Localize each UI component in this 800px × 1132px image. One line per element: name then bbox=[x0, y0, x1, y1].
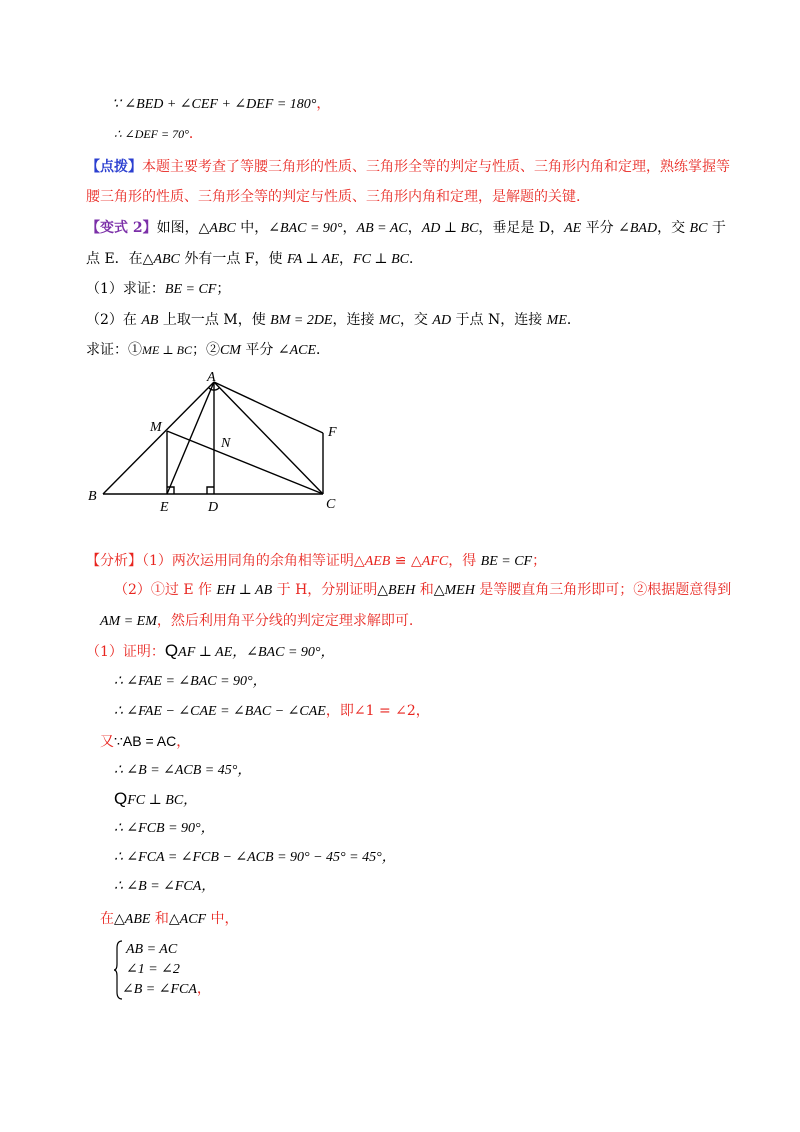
text: ， bbox=[342, 220, 357, 236]
math: ∴ ∠FAE − ∠CAE = ∠BAC − ∠CAE bbox=[114, 704, 326, 719]
equation-line-2 bbox=[114, 124, 203, 144]
dianbo-text: 本题主要考查了等腰三角形的性质、三角形全等的判定与性质、三角形内角和定理，熟练掌握等 bbox=[142, 159, 730, 175]
label-n: N bbox=[221, 436, 231, 451]
math: ∠BAC = 90° bbox=[268, 221, 343, 236]
proof-line-4 bbox=[100, 731, 190, 752]
segment-af bbox=[214, 382, 323, 433]
math: AB = AC bbox=[126, 942, 178, 957]
text: 点 E．在 bbox=[86, 251, 143, 267]
problem-line-1 bbox=[86, 218, 726, 239]
punctuation: ， bbox=[316, 96, 331, 112]
dianbo-tag: 【点拨】 bbox=[86, 159, 142, 175]
text: （1）求证： bbox=[86, 281, 165, 297]
geometry-figure bbox=[80, 365, 360, 520]
label-m: M bbox=[150, 420, 162, 435]
text: 于 bbox=[707, 220, 726, 236]
math: BC bbox=[689, 221, 708, 236]
label-e: E bbox=[160, 500, 169, 515]
math: △MEH bbox=[433, 583, 475, 598]
right-angle-mark-d bbox=[207, 487, 214, 494]
equation-line-1 bbox=[112, 94, 330, 115]
math: ∴ ∠FCB = 90°， bbox=[114, 821, 215, 836]
text: ； bbox=[216, 281, 231, 297]
label-a: A bbox=[207, 370, 216, 385]
text: 于点 N，连接 bbox=[451, 312, 547, 328]
dianbo-line-2 bbox=[86, 187, 580, 207]
proof-line-9 bbox=[114, 876, 215, 897]
segment-ac bbox=[214, 382, 323, 494]
math: AM = EM bbox=[100, 614, 157, 629]
label-f: F bbox=[328, 425, 337, 440]
because-symbol: Q bbox=[164, 641, 179, 660]
text: ． bbox=[408, 251, 423, 267]
math: AE bbox=[564, 221, 582, 236]
analysis-tag: 【分析】 bbox=[86, 553, 142, 569]
text: 和 bbox=[150, 911, 169, 927]
text: ， bbox=[407, 220, 422, 236]
proof-line-3 bbox=[114, 701, 430, 722]
math: AF ⊥ AE，∠BAC = 90°， bbox=[178, 645, 335, 660]
math: ∴ ∠FCA = ∠FCB − ∠ACB = 90° − 45° = 45°， bbox=[114, 850, 396, 865]
question-2-claims bbox=[86, 340, 330, 361]
text: ，然后利用角平分线的判定定理求解即可. bbox=[156, 613, 414, 629]
problem-line-2 bbox=[86, 249, 423, 270]
text: ≌ bbox=[390, 553, 411, 569]
math: △AFC bbox=[410, 554, 449, 569]
label-d: D bbox=[208, 500, 219, 515]
because-symbol: Q bbox=[114, 789, 128, 808]
text: 求证：① bbox=[86, 342, 142, 358]
analysis-line-2 bbox=[114, 580, 731, 601]
equation: ∴ ∠DEF = 70° bbox=[114, 127, 189, 141]
proof-line-1 bbox=[86, 641, 335, 663]
math: ME ⊥ BC bbox=[142, 343, 192, 357]
math: ∴ ∠B = ∠FCA， bbox=[114, 879, 216, 894]
dianbo-text: 腰三角形的性质、三角形全等的判定与性质、三角形内角和定理，是解题的关键. bbox=[86, 189, 581, 205]
math: ∠1 = ∠2 bbox=[126, 962, 180, 977]
segment-ab bbox=[103, 382, 214, 494]
proof-line-7 bbox=[114, 818, 215, 839]
text: ，垂足是 D， bbox=[478, 220, 565, 236]
math: FA ⊥ AE bbox=[286, 252, 340, 267]
text: ，交 bbox=[399, 312, 433, 328]
math: ∠BAD bbox=[618, 221, 658, 236]
segment-mc bbox=[167, 431, 323, 494]
text: 上取一点 M，使 bbox=[158, 312, 271, 328]
text: ， bbox=[339, 251, 354, 267]
math: ∴ ∠B = ∠ACB = 45°， bbox=[114, 763, 252, 778]
text: ，连接 bbox=[332, 312, 379, 328]
math: △ABC bbox=[198, 221, 236, 236]
analysis-line-3 bbox=[100, 611, 413, 632]
text: 中， bbox=[206, 911, 239, 927]
text: ；② bbox=[191, 342, 220, 358]
question-2 bbox=[86, 310, 581, 331]
proof-line-2 bbox=[114, 671, 267, 692]
math: CM bbox=[219, 343, 241, 358]
math: BE = CF bbox=[480, 554, 533, 569]
problem-tag: 【变式 2】 bbox=[86, 220, 157, 236]
text: （1）两次运用同角的余角相等证明 bbox=[142, 553, 354, 569]
text: ，即∠1 = ∠2， bbox=[325, 703, 430, 719]
proof-line-8 bbox=[114, 847, 396, 868]
math: ME bbox=[546, 313, 567, 328]
dianbo-line-1 bbox=[86, 157, 730, 177]
math: AB = AC bbox=[356, 221, 408, 236]
text: （2）①过 E 作 bbox=[114, 582, 217, 598]
text: ，得 bbox=[448, 553, 481, 569]
math: FC ⊥ BC bbox=[353, 252, 409, 267]
text: ． bbox=[316, 342, 331, 358]
math: MC bbox=[378, 313, 400, 328]
text: ； bbox=[532, 553, 547, 569]
equation-system bbox=[114, 940, 314, 1000]
label-b: B bbox=[88, 489, 97, 504]
proof-line-6 bbox=[114, 789, 197, 811]
text: 在 bbox=[100, 911, 114, 927]
text: ． bbox=[566, 312, 581, 328]
label-c: C bbox=[326, 497, 336, 512]
math: ∠ACE bbox=[277, 343, 317, 358]
math: ∵AB = AC bbox=[114, 733, 177, 749]
math: △ACF bbox=[168, 912, 207, 927]
math: AB bbox=[141, 313, 159, 328]
math: △AEB bbox=[353, 554, 391, 569]
math: △ABC bbox=[142, 252, 180, 267]
math: △BEH bbox=[377, 583, 416, 598]
punctuation: ． bbox=[188, 126, 203, 142]
equation: ∵ ∠BED + ∠CEF + ∠DEF = 180° bbox=[112, 97, 317, 112]
math: AD bbox=[432, 313, 452, 328]
math: △ABE bbox=[114, 912, 151, 927]
text: ，交 bbox=[657, 220, 690, 236]
text: 平分 bbox=[240, 342, 278, 358]
text: 是等腰直角三角形即可；②根据题意得到 bbox=[474, 582, 732, 598]
text: 如图， bbox=[156, 220, 199, 236]
math: EH ⊥ AB bbox=[216, 583, 273, 598]
math: ∴ ∠FAE = ∠BAC = 90°， bbox=[114, 674, 267, 689]
proof-line-10 bbox=[100, 909, 239, 930]
question-1 bbox=[86, 279, 230, 300]
math: ∠B = ∠FCA bbox=[122, 982, 197, 997]
math: BE = CF bbox=[164, 282, 217, 297]
math: BM = 2DE bbox=[270, 313, 333, 328]
text: 外有一点 F，使 bbox=[179, 251, 287, 267]
proof-line-5 bbox=[114, 760, 251, 781]
math: AD ⊥ BC bbox=[421, 221, 479, 236]
text: （1）证明： bbox=[86, 644, 165, 660]
analysis-line-1 bbox=[86, 551, 546, 572]
text: ， bbox=[176, 734, 191, 750]
text: 和 bbox=[415, 582, 434, 598]
text: （2）在 bbox=[86, 312, 142, 328]
math: FC ⊥ BC， bbox=[127, 793, 198, 808]
segment-ae bbox=[167, 382, 214, 494]
text: ， bbox=[196, 981, 211, 997]
text: 中， bbox=[235, 220, 269, 236]
text: 平分 bbox=[581, 220, 619, 236]
text: 于 H，分别证明 bbox=[272, 582, 378, 598]
text: 又 bbox=[100, 734, 114, 750]
